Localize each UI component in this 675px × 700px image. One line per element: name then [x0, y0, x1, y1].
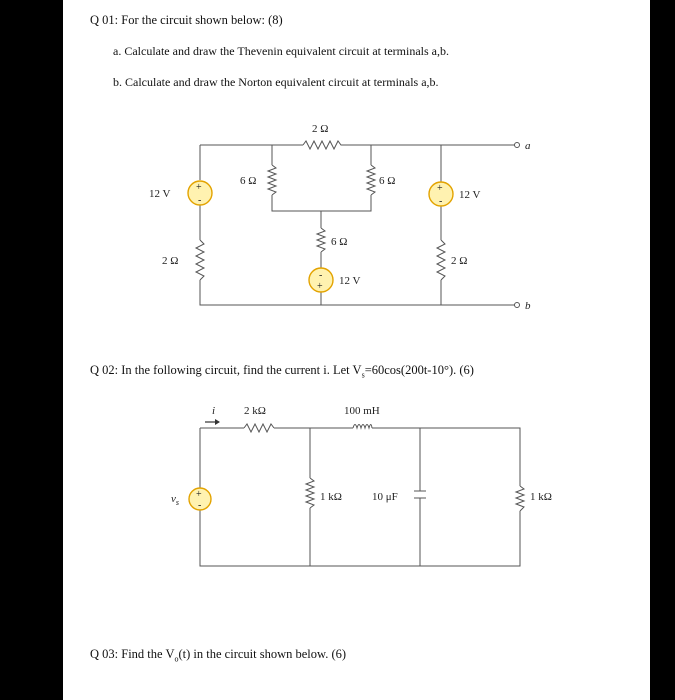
c1-label-r-left-mid: 6 Ω	[240, 175, 257, 187]
c2-label-inductor: 100 mH	[344, 405, 380, 417]
c1-label-v-left: 12 V	[149, 188, 171, 200]
c2-label-vs: $v_s$	[171, 493, 180, 507]
c1-label-r-left-bottom: 2 Ω	[162, 255, 179, 267]
c1-label-terminal-b: b	[525, 300, 531, 312]
svg-text:-: -	[439, 196, 443, 207]
q1-title: Q 01: For the circuit shown below: (8)	[90, 13, 283, 27]
svg-text:+: +	[437, 183, 443, 194]
c2-source	[189, 488, 211, 511]
c2-label-cap: 10 μF	[372, 491, 398, 503]
q2-title: Q 02: In the following circuit, find the current i. Let $V_s=60\cos(200t-10^\circ)$. (6)	[90, 363, 474, 380]
c2-resistor-1k-right	[516, 486, 524, 511]
svg-text:+: +	[317, 281, 323, 292]
c2-label-r1: 2 kΩ	[244, 405, 266, 417]
svg-text:+: +	[196, 182, 202, 193]
c2-resistor-2k	[244, 424, 274, 432]
c2-resistor-1k-mid	[306, 478, 314, 508]
c1-label-r-right-bottom: 2 Ω	[451, 255, 468, 267]
q1-item-b: b. Calculate and draw the Norton equivalent circuit at terminals a,b.	[113, 75, 439, 89]
c1-label-r-center: 6 Ω	[331, 236, 348, 248]
circuit-2-diagram	[63, 0, 650, 700]
c1-label-r-top: 2 Ω	[312, 123, 329, 135]
svg-text:+: +	[196, 489, 202, 500]
svg-text:-: -	[198, 500, 202, 511]
c2-wire-outer	[200, 428, 520, 566]
q3-title: Q 03: Find the $V_o(t)$ in the circuit shown below. (6)	[90, 647, 347, 664]
document-page	[63, 0, 650, 700]
q1-item-a: a. Calculate and draw the Thevenin equivalent circuit at terminals a,b.	[113, 44, 449, 58]
c1-label-v-right: 12 V	[459, 189, 481, 201]
c2-label-r2: 1 kΩ	[320, 491, 342, 503]
c2-inductor	[353, 425, 372, 429]
svg-text:-: -	[198, 195, 202, 206]
c1-label-r-right-mid: 6 Ω	[379, 175, 396, 187]
c1-label-v-center: 12 V	[339, 275, 361, 287]
svg-text:-: -	[319, 270, 323, 281]
c2-label-i: i	[212, 405, 216, 417]
c2-label-r3: 1 kΩ	[530, 491, 552, 503]
c1-label-terminal-a: a	[525, 140, 531, 152]
